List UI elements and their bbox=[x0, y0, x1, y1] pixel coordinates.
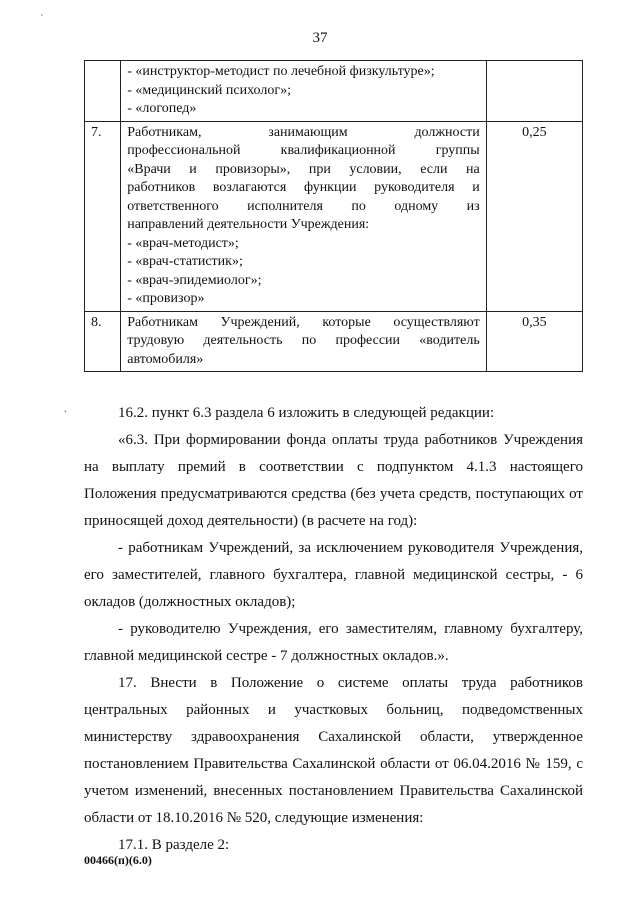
table-row bbox=[85, 61, 583, 122]
row-text bbox=[121, 61, 486, 122]
text-line: 17.1. В разделе 2: bbox=[118, 837, 230, 853]
text-line: «Врачи и провизоры», при условии, если на bbox=[127, 161, 480, 177]
text-line: - руководителю Учреждения, его заместителям, главному бухгалтеру, bbox=[118, 621, 583, 637]
paragraph-17-1 bbox=[84, 832, 583, 859]
text-line: Работникам, занимающим должности bbox=[127, 124, 480, 140]
text-line: ответственного исполнителя по одному из bbox=[127, 198, 480, 214]
list-item: - «медицинский психолог»; bbox=[127, 82, 291, 98]
text-line: 17. Внести в Положение о системе оплаты труда работников bbox=[118, 675, 583, 691]
table-row bbox=[85, 311, 583, 372]
text-line: Положения предусматриваются средства (без учета средств, поступающих от bbox=[84, 486, 583, 502]
row-number: 8. bbox=[85, 311, 121, 372]
text-line: - работникам Учреждений, за исключением руководителя Учреждения, bbox=[118, 540, 583, 556]
text-line: области от 18.10.2016 № 520, следующие изменения: bbox=[84, 810, 424, 826]
text-line: работников возлагаются функции руководителя и bbox=[127, 180, 480, 195]
list-item: - «провизор» bbox=[127, 291, 205, 306]
row-text bbox=[121, 121, 486, 311]
paragraph-6-3 bbox=[84, 427, 583, 535]
text-line: его заместителей, главного бухгалтера, главной медицинской сестры, - 6 bbox=[84, 567, 583, 583]
text-line: приносящей доход деятельности) (в расчете на год): bbox=[84, 513, 418, 529]
scan-speck: . bbox=[64, 404, 67, 415]
text-line: профессиональной квалификационной группы bbox=[127, 143, 480, 158]
text-line: постановлением Правительства Сахалинской области от 06.04.2016 № 159, с bbox=[84, 756, 583, 772]
row-number: 7. bbox=[85, 121, 121, 311]
paragraph-head-bonus bbox=[84, 616, 583, 670]
scan-speck: ` bbox=[40, 14, 44, 25]
row-coefficient: 0,35 bbox=[486, 311, 582, 372]
list-item: - «врач-эпидемиолог»; bbox=[127, 272, 262, 288]
page-number: 37 bbox=[312, 30, 328, 46]
row-coefficient bbox=[486, 61, 582, 122]
paragraph-17 bbox=[84, 670, 583, 832]
row-coefficient: 0,25 bbox=[486, 121, 582, 311]
text-line: 16.2. пункт 6.3 раздела 6 изложить в следующей редакции: bbox=[118, 405, 495, 421]
text-line: центральных районных и участковых больниц, подведомственных bbox=[84, 702, 583, 718]
table-row bbox=[85, 121, 583, 311]
text-line: учетом изменений, внесенных постановлением Правительства Сахалинской bbox=[84, 783, 583, 799]
text-line: окладов (должностных окладов); bbox=[84, 594, 296, 610]
document-code: 00466(п)(6.0) bbox=[84, 853, 152, 867]
paragraph-16-2 bbox=[84, 400, 583, 427]
text-line: трудовую деятельность по профессии «водитель bbox=[127, 333, 480, 348]
row-text bbox=[121, 311, 486, 372]
list-item: - «врач-методист»; bbox=[127, 235, 239, 251]
text-line: направлений деятельности Учреждения: bbox=[127, 217, 370, 232]
text-line: главной медицинской сестре - 7 должностных окладов.». bbox=[84, 648, 449, 664]
list-item: - «логопед» bbox=[127, 101, 197, 116]
list-item: - «инструктор-методист по лечебной физкультуре»; bbox=[127, 64, 435, 79]
text-line: министерству здравоохранения Сахалинской области, утвержденное bbox=[84, 729, 583, 745]
row-number bbox=[85, 61, 121, 122]
text-line: «6.3. При формировании фонда оплаты труда работников Учреждения bbox=[118, 432, 583, 448]
coefficients-table bbox=[84, 60, 583, 372]
text-line: на выплату премий в соответствии с подпунктом 4.1.3 настоящего bbox=[84, 459, 583, 475]
paragraph-staff-bonus bbox=[84, 535, 583, 616]
list-item: - «врач-статистик»; bbox=[127, 254, 243, 269]
text-line: Работникам Учреждений, которые осуществляют bbox=[127, 314, 480, 330]
text-line: автомобиля» bbox=[127, 351, 204, 367]
